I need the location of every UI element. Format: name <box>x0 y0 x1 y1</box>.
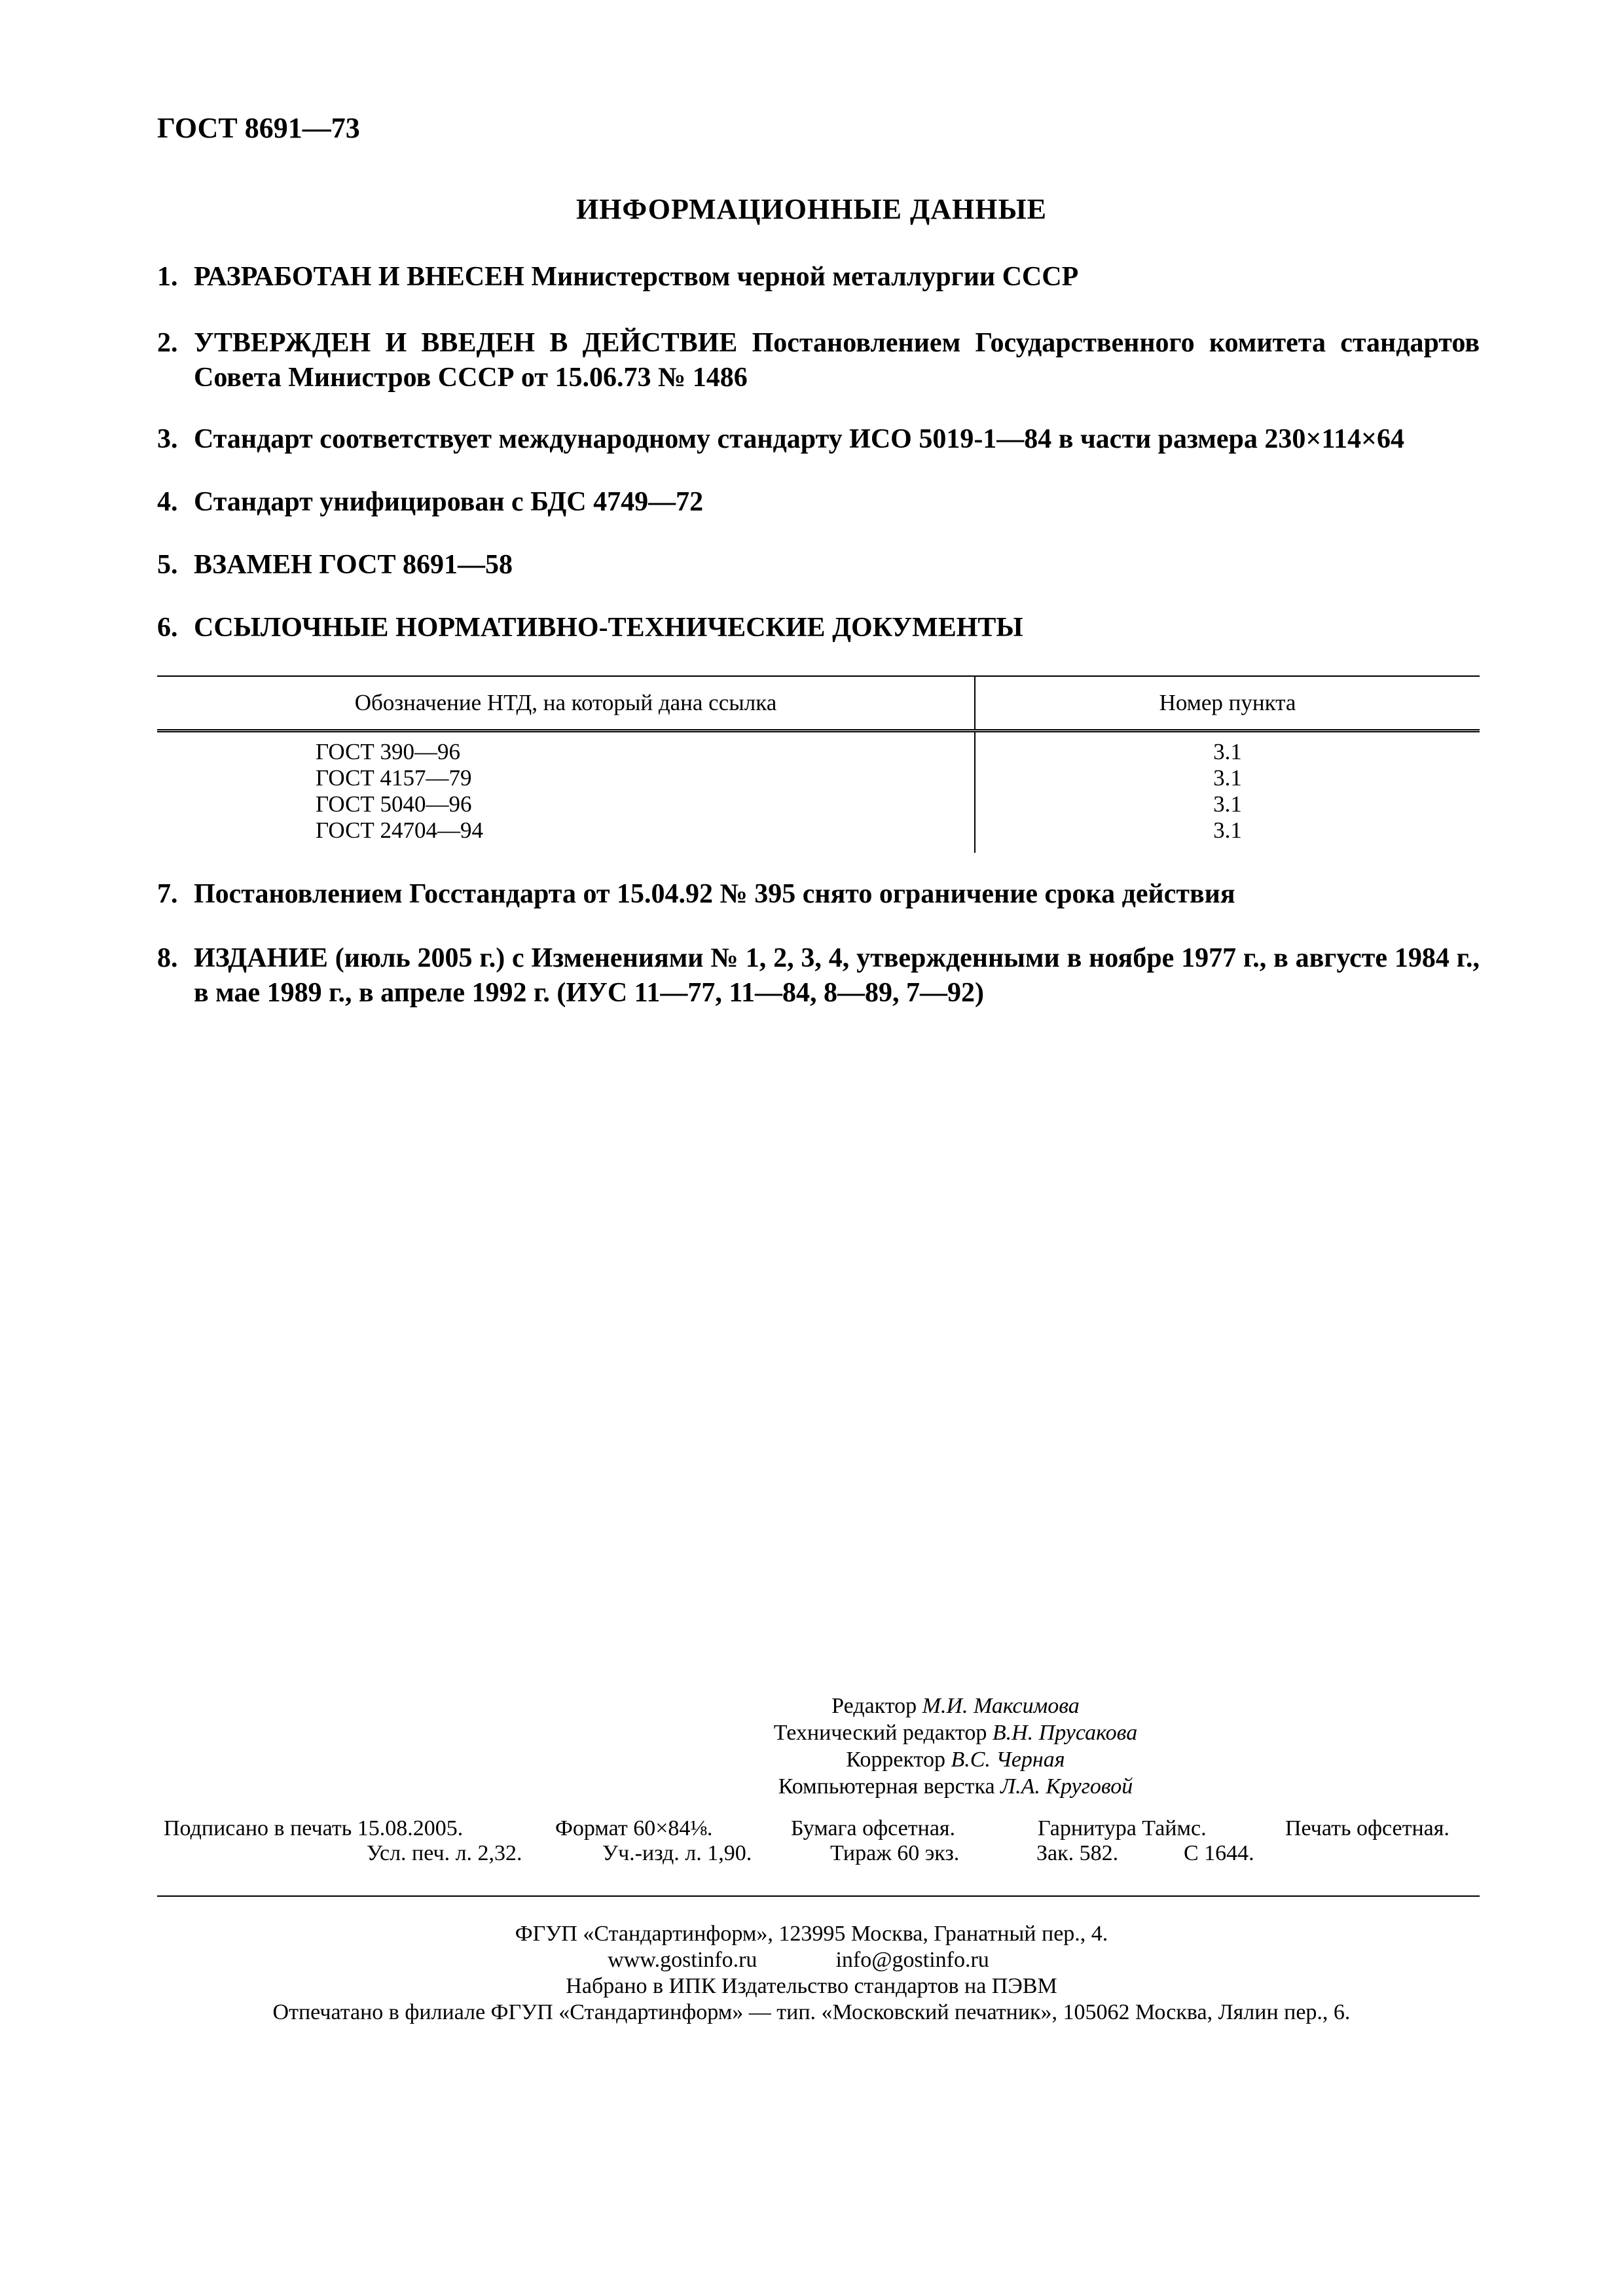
print-paper: Бумага офсетная. <box>791 1816 956 1840</box>
info-item-1 <box>157 260 1480 295</box>
table-header-row <box>157 676 1480 731</box>
item-body: ВЗАМЕН ГОСТ 8691—58 <box>194 550 513 580</box>
item-bold-lead: РАЗРАБОТАН И ВНЕСЕН <box>194 262 524 292</box>
publisher-footer <box>0 1921 1623 2026</box>
item-number: 4. <box>157 487 178 517</box>
credit-editor <box>144 1693 1623 1719</box>
document-code: ГОСТ 8691—73 <box>157 112 360 144</box>
print-typeface: Гарнитура Таймс. <box>1038 1816 1207 1840</box>
info-item-3 <box>157 422 1480 457</box>
cell-document: ГОСТ 390—96 <box>157 731 975 766</box>
info-item-4 <box>157 485 1480 520</box>
credit-tech-editor <box>144 1719 1623 1746</box>
email-link[interactable]: info@gostinfo.ru <box>835 1948 989 1972</box>
typeset-note: Набрано в ИПК Издательство стандартов на ПЭВМ <box>566 1974 1057 1998</box>
cell-document: ГОСТ 24704—94 <box>157 817 975 853</box>
info-item-2 <box>157 326 1480 395</box>
credit-corrector <box>144 1746 1623 1773</box>
item-body: Постановлением Госстандарта от 15.04.92 № 395 снято ограничение срока действия <box>194 879 1235 909</box>
item-text <box>194 260 1480 295</box>
item-text <box>194 941 1480 1011</box>
edit-sheets: Уч.-изд. л. 1,90. <box>602 1841 752 1865</box>
item-bold-lead: УТВЕРЖДЕН И ВВЕДЕН В ДЕЙСТВИЕ <box>194 328 738 358</box>
item-text <box>194 326 1480 395</box>
item-body: Министерством черной металлургии СССР <box>531 262 1079 292</box>
info-item-8 <box>157 941 1480 1011</box>
item-number: 8. <box>157 943 178 973</box>
printed-note: Отпечатано в филиале ФГУП «Стандартинформ» — тип. «Московский печатник», 105062 Москва, Лялин пер., 6. <box>272 2000 1351 2024</box>
info-item-5 <box>157 548 1480 583</box>
table-row <box>157 791 1480 817</box>
credit-name: Л.А. Круговой <box>1000 1774 1133 1799</box>
cell-clause: 3.1 <box>1213 791 1242 817</box>
item-number: 2. <box>157 328 178 358</box>
item-number: 7. <box>157 879 178 909</box>
item-body: (июль 2005 г.) с Изменениями № 1, 2, 3, 4, утвержденными в ноябре 1977 г., в августе 1984 г., в мае 1989 г., в апреле 1992 г. (ИУС 11—77, 11—84, 8—89, 7—92) <box>194 943 1480 1008</box>
publication-credits <box>0 1693 1623 1800</box>
cell-clause: 3.1 <box>1213 817 1242 843</box>
cell-document: ГОСТ 5040—96 <box>157 791 975 817</box>
item-number: 3. <box>157 424 178 454</box>
publisher-address: ФГУП «Стандартинформ», 123995 Москва, Гранатный пер., 4. <box>515 1922 1108 1946</box>
footer-divider <box>157 1895 1480 1897</box>
credit-name: М.И. Максимова <box>922 1694 1080 1718</box>
credit-name: В.С. Черная <box>951 1748 1065 1772</box>
info-item-6 <box>157 611 1480 645</box>
item-body: Постановлением Государственного комитета стандартов Совета Министров СССР от 15.06.73 № 1486 <box>194 328 1480 393</box>
website-link[interactable]: www.gostinfo.ru <box>608 1948 757 1972</box>
item-number: 1. <box>157 262 178 292</box>
print-sheets: Усл. печ. л. 2,32. <box>367 1841 522 1865</box>
table-row <box>157 817 1480 853</box>
print-order: Зак. 582. <box>1036 1841 1119 1865</box>
info-item-7 <box>157 877 1480 912</box>
item-body: Стандарт унифицирован с БДС 4749—72 <box>194 487 704 517</box>
credit-role: Технический редактор <box>773 1721 987 1745</box>
cell-clause: 3.1 <box>1213 739 1242 764</box>
credit-name: В.Н. Прусакова <box>992 1721 1138 1745</box>
table-row <box>157 731 1480 766</box>
credit-role: Редактор <box>831 1694 917 1718</box>
cell-document: ГОСТ 4157—79 <box>157 765 975 791</box>
item-body: Стандарт соответствует международному стандарту ИСО 5019-1—84 в части размера 230×114×64 <box>194 424 1404 454</box>
publisher-contacts <box>0 1947 1610 1973</box>
item-number: 6. <box>157 613 178 643</box>
column-header-clause: Номер пункта <box>975 676 1480 731</box>
print-code: С 1644. <box>1184 1841 1254 1865</box>
credit-role: Компьютерная верстка <box>778 1774 995 1799</box>
page-title: ИНФОРМАЦИОННЫЕ ДАННЫЕ <box>575 193 1048 225</box>
print-format: Формат 60×84⅛. <box>555 1816 713 1840</box>
reference-documents-table <box>157 675 1480 853</box>
item-bold-lead: ИЗДАНИЕ <box>194 943 328 973</box>
print-run: Тираж 60 экз. <box>830 1841 960 1865</box>
table-row <box>157 765 1480 791</box>
credit-role: Корректор <box>846 1748 945 1772</box>
item-number: 5. <box>157 550 178 580</box>
column-header-document: Обозначение НТД, на который дана ссылка <box>157 676 975 731</box>
item-body: ССЫЛОЧНЫЕ НОРМАТИВНО-ТЕХНИЧЕСКИЕ ДОКУМЕНТЫ <box>194 613 1023 643</box>
credit-layout <box>144 1773 1623 1800</box>
cell-clause: 3.1 <box>1213 765 1242 791</box>
print-method: Печать офсетная. <box>1285 1816 1450 1840</box>
print-signed: Подписано в печать 15.08.2005. <box>164 1816 464 1840</box>
